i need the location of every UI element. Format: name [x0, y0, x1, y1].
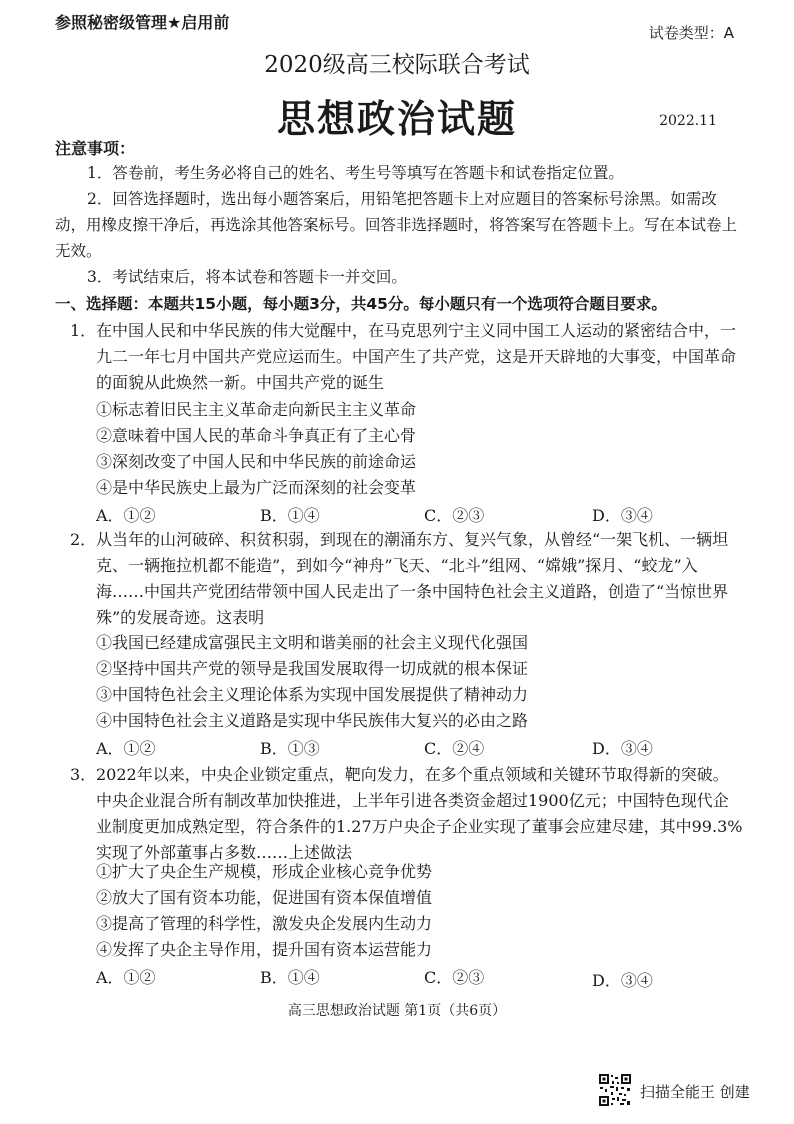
statement-option: ②坚持中国共产党的领导是我国发展取得一切成就的根本保证 [96, 659, 529, 678]
statement-option: ①标志着旧民主主义革命走向新民主主义革命 [96, 400, 417, 419]
notice-item: 2．回答选择题时，选出每小题答案后，用铅笔把答题卡上对应题目的答案标号涂黑。如需改动，用橡皮擦干净后，再选涂其他答案标号。回答非选择题时，将答案写在答题卡上。写在本试卷上无效。 [55, 190, 738, 260]
exam-date: 2022.11 [659, 113, 717, 129]
statement-option: ④发挥了央企主导作用，提升国有资本运营能力 [96, 940, 433, 959]
notice-heading: 注意事项： [55, 139, 136, 158]
question-stem [72, 318, 744, 396]
notice-item: 1．答卷前，考生务必将自己的姓名、考生号等填写在答题卡和试卷指定位置。 [87, 164, 624, 182]
notice-item: 3．考试结束后，将本试卷和答题卡一并交回。 [87, 268, 407, 286]
answer-choice-b: B．①④ [260, 506, 320, 525]
question-number: 1． [70, 321, 97, 340]
question-stem [72, 762, 744, 866]
answer-choice-d: D．③④ [592, 739, 653, 758]
question-number: 2． [70, 530, 97, 549]
exam-title: 2020级高三校际联合考试 [264, 52, 530, 78]
answer-choice-b: B．①③ [260, 739, 320, 758]
answer-choice-d: D．③④ [592, 971, 653, 990]
answer-choice-c: C．②④ [424, 739, 485, 758]
answer-choice-c: C．②③ [424, 968, 485, 987]
paper-type-label: 试卷类型：A [648, 24, 734, 42]
answer-choice-c: C．②③ [424, 506, 485, 525]
question-stem [72, 527, 744, 631]
statement-option: ③中国特色社会主义理论体系为实现中国发展提供了精神动力 [96, 685, 529, 704]
confidentiality-label: 参照秘密级管理★启用前 [55, 13, 230, 32]
statement-option: ④中国特色社会主义道路是实现中华民族伟大复兴的必由之路 [96, 711, 529, 730]
subject-title: 思想政治试题 [276, 96, 517, 141]
answer-choice-d: D．③④ [592, 506, 653, 525]
statement-option: ②意味着中国人民的革命斗争真正有了主心骨 [96, 426, 417, 445]
section-heading: 一、选择题：本题共15小题，每小题3分，共45分。每小题只有一个选项符合题目要求。 [55, 295, 667, 313]
question-text: 2022年以来，中央企业锁定重点，靶向发力，在多个重点领域和关键环节取得新的突破。中央企业混合所有制改革加快推进，上半年引进各类资金超过1900亿元；中国特色现代企业制度更加成熟定型，符合条件的1.27万户央企子企业实现了董事会应建尽建，其中99.3%实现了外部董事占多数……上述做法 [96, 765, 743, 862]
answer-choice-a: A．①② [96, 506, 156, 525]
scanner-watermark-text: 扫描全能王 创建 [640, 1083, 750, 1101]
statement-option: ④是中华民族史上最为广泛而深刻的社会变革 [96, 478, 417, 497]
statement-option: ②放大了国有资本功能，促进国有资本保值增值 [96, 888, 433, 907]
statement-option: ①我国已经建成富强民主文明和谐美丽的社会主义现代化强国 [96, 633, 529, 652]
qr-code-icon [598, 1073, 632, 1107]
question-text: 在中国人民和中华民族的伟大觉醒中，在马克思列宁主义同中国工人运动的紧密结合中，一九二一年七月中国共产党应运而生。中国产生了共产党，这是开天辟地的大事变，中国革命的面貌从此焕然一新。中国共产党的诞生 [96, 321, 737, 392]
statement-option: ③提高了管理的科学性，激发央企发展内生动力 [96, 914, 433, 933]
statement-option: ③深刻改变了中国人民和中华民族的前途命运 [96, 452, 417, 471]
question-text: 从当年的山河破碎、积贫积弱，到现在的潮涌东方、复兴气象，从曾经“一架飞机、一辆坦克、一辆拖拉机都不能造”，到如今“神舟”飞天、“北斗”组网、“嫦娥”探月、“蛟龙”入海……中国共产党团结带领中国人民走出了一条中国特色社会主义道路，创造了“当惊世界殊”的发展奇迹。这表明 [96, 530, 729, 627]
answer-choice-b: B．①④ [260, 968, 320, 987]
statement-option: ①扩大了央企生产规模，形成企业核心竞争优势 [96, 862, 433, 881]
page-footer: 高三思想政治试题 第1页（共6页） [287, 1003, 507, 1019]
question-number: 3． [70, 765, 97, 784]
answer-choice-a: A．①② [96, 739, 156, 758]
answer-choice-a: A．①② [96, 968, 156, 987]
